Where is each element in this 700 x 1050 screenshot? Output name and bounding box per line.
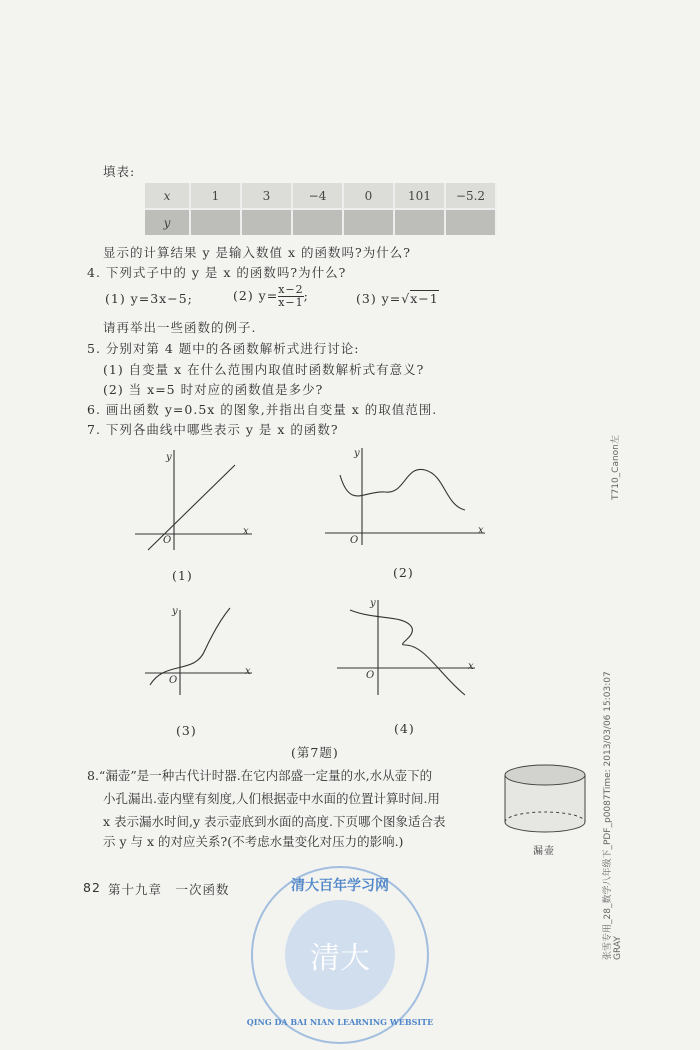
origin-1: O [163,535,173,546]
value-table [145,183,497,235]
graph-label-2: (2) [393,565,414,580]
q4-more: 请再举出一些函数的例子. [103,320,257,335]
watermark-center-text: 清大 [310,941,370,976]
x-cell: 0 [343,183,394,209]
chapter-title: 第十九章 一次函数 [108,882,230,897]
axis-x-2: x [478,525,485,536]
q8-line-1: 8.“漏壶”是一种古代计时器.在它内部盛一定量的水,水从壶下的 [87,768,433,783]
fraction [278,284,303,309]
q4-question: 4. 下列式子中的 y 是 x 的函数吗?为什么? [87,265,347,280]
graph-label-3: (3) [176,723,197,738]
q4-formula-1: (1) y=3x−5; [105,291,193,306]
scan-info [600,671,623,960]
numerator: x−2 [278,283,304,296]
graph-3 [145,608,252,695]
x-cell: −4 [292,183,343,209]
y-cell [292,209,343,235]
scanner-label: T710_Canon左 [611,435,621,500]
axis-y-4: y [370,598,377,609]
y-cell [343,209,394,235]
q8-line-2: 小孔漏出.壶内壁有刻度,人们根据壶中水面的位置计算时间.用 [103,791,440,806]
q5-sub1: (1) 自变量 x 在什么范围内取值时函数解析式有意义? [103,362,425,377]
q8-line-4: 示 y 与 x 的对应关系?(不考虑水量变化对压力的影响.) [103,834,404,849]
axis-x-4: x [468,661,475,672]
graph-label-1: (1) [172,568,193,583]
watermark-bottom-text: QING DA BAI NIAN LEARNING WEBSITE [246,1017,434,1027]
f3-prefix: (3) y= [356,291,402,306]
x-cell: −5.2 [445,183,496,209]
f2-suffix: ; [303,288,309,303]
scan-info-line: 张雪专用_28_数学八年级下_PDF_p0087Time: 2013/03/06 15:03:07 [603,671,613,960]
y-cell [394,209,445,235]
graph-4 [337,600,475,695]
y-cell [241,209,292,235]
q4-formula-2 [233,284,309,309]
q5-question: 5. 分别对第 4 题中的各函数解析式进行讨论: [87,341,360,356]
y-cell [190,209,241,235]
page-number: 82 [83,880,101,895]
fill-table-label: 填表: [103,164,136,179]
watermark-logo [245,860,435,1050]
origin-4: O [366,670,376,681]
axis-y-2: y [354,448,361,459]
axis-y-3: y [172,606,179,617]
q5-sub2: (2) 当 x=5 时对应的函数值是多少? [103,382,324,397]
q4-formula-3: (3) y=√x−1 [356,291,439,306]
q7-caption: (第7题) [291,745,339,760]
axis-x-3: x [245,666,252,677]
q7-question: 7. 下列各曲线中哪些表示 y 是 x 的函数? [87,422,339,437]
origin-3: O [169,675,179,686]
q3-question: 显示的计算结果 y 是输入数值 x 的函数吗?为什么? [103,245,411,260]
denominator: x−1 [278,296,304,309]
water-clock-figure [500,760,590,840]
x-cell: 101 [394,183,445,209]
x-cell: 3 [241,183,292,209]
radicand: x−1 [410,291,439,306]
graph-2 [325,448,485,545]
q7-graphs [0,440,700,760]
water-clock-label: 漏壶 [533,846,555,857]
watermark-top-text: 清大百年学习网 [291,878,389,894]
q6-question: 6. 画出函数 y=0.5x 的图象,并指出自变量 x 的取值范围. [87,402,438,417]
y-cell [445,209,496,235]
q8-line-3: x 表示漏水时间,y 表示壶底到水面的高度.下页哪个图象适合表 [103,814,446,829]
x-cell: 1 [190,183,241,209]
x-header: x [145,183,190,209]
origin-2: O [350,535,360,546]
axis-y-1: y [166,452,173,463]
graph-label-4: (4) [394,721,415,736]
y-header: y [145,209,190,235]
graph-1 [135,450,252,550]
scan-mode: GRAY [613,936,623,960]
axis-x-1: x [243,526,250,537]
f2-prefix: (2) y= [233,288,279,303]
